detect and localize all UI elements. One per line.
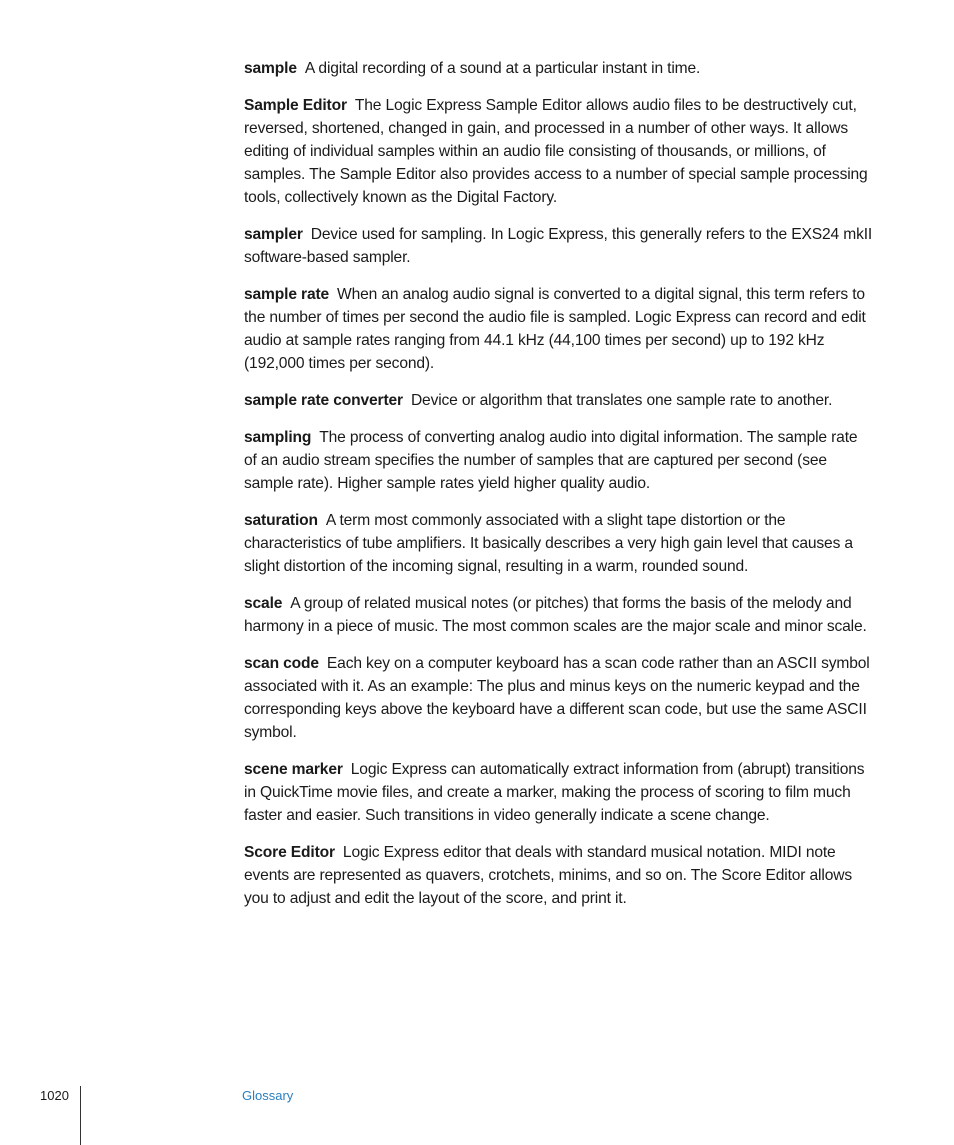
entry-definition: Logic Express editor that deals with standard musical notation. MIDI note events are represented as quavers, crotchets, minims, and so on. The Score Editor allows you to adjust and edit the layout of the score, and print it.: [244, 844, 852, 907]
entry-definition: A group of related musical notes (or pitches) that forms the basis of the melody and harmony in a piece of music. The most common scales are the major scale and minor scale.: [244, 595, 867, 635]
footer-divider: [80, 1086, 81, 1145]
entry-term: scene marker: [244, 761, 343, 778]
glossary-entry: [244, 94, 874, 209]
entry-definition: Device used for sampling. In Logic Express, this generally refers to the EXS24 mkII software-based sampler.: [244, 226, 873, 266]
entry-term: sample rate converter: [244, 392, 403, 409]
entry-term: saturation: [244, 512, 318, 529]
entry-definition: When an analog audio signal is converted to a digital signal, this term refers to the number of times per second the audio file is sampled. Logic Express can record and edit audio at sample rates ranging from 44.1 kHz (44,100 times per second) up to 192 kHz (192,000 times per second).: [244, 286, 866, 372]
entry-term: sample: [244, 60, 297, 77]
entry-definition: Each key on a computer keyboard has a scan code rather than an ASCII symbol associated with it. As an example: The plus and minus keys on the numeric keypad and the corresponding keys above the keyboard have a different scan code, but use the same ASCII symbol.: [244, 655, 870, 741]
glossary-entry: [244, 426, 874, 495]
entry-definition: Logic Express can automatically extract information from (abrupt) transitions in QuickTime movie files, and create a marker, making the process of scoring to film much faster and easier. Such transitions in video generally indicate a scene change.: [244, 761, 865, 824]
entry-term: scan code: [244, 655, 319, 672]
entry-definition: The process of converting analog audio into digital information. The sample rate of an audio stream specifies the number of samples that are captured per second (see sample rate). Higher sample rates yield higher quality audio.: [244, 429, 858, 492]
glossary-entry: [244, 57, 874, 80]
glossary-entry: [244, 592, 874, 638]
glossary-entry: [244, 509, 874, 578]
entry-term: sampling: [244, 429, 312, 446]
glossary-entry: [244, 283, 874, 375]
entry-term: Score Editor: [244, 844, 335, 861]
glossary-entries: [244, 57, 874, 924]
entry-definition: A digital recording of a sound at a particular instant in time.: [304, 60, 701, 77]
entry-definition: The Logic Express Sample Editor allows audio files to be destructively cut, reversed, shortened, changed in gain, and processed in a number of other ways. It allows editing of individual samples within an audio file consisting of thousands, or millions, of samples. The Sample Editor also provides access to a number of special sample processing tools, collectively known as the Digital Factory.: [244, 97, 868, 206]
entry-definition: A term most commonly associated with a slight tape distortion or the characteristics of tube amplifiers. It basically describes a very high gain level that causes a slight distortion of the incoming signal, resulting in a warm, rounded sound.: [244, 512, 853, 575]
entry-term: Sample Editor: [244, 97, 347, 114]
entry-term: sample rate: [244, 286, 330, 303]
entry-definition: Device or algorithm that translates one sample rate to another.: [410, 392, 833, 409]
entry-term: sampler: [244, 226, 303, 243]
page-number: 1020: [40, 1088, 69, 1103]
section-link[interactable]: Glossary: [242, 1088, 294, 1103]
entry-term: scale: [244, 595, 283, 612]
glossary-entry: [244, 758, 874, 827]
glossary-entry: [244, 841, 874, 910]
glossary-entry: [244, 652, 874, 744]
glossary-entry: [244, 223, 874, 269]
glossary-entry: [244, 389, 874, 412]
